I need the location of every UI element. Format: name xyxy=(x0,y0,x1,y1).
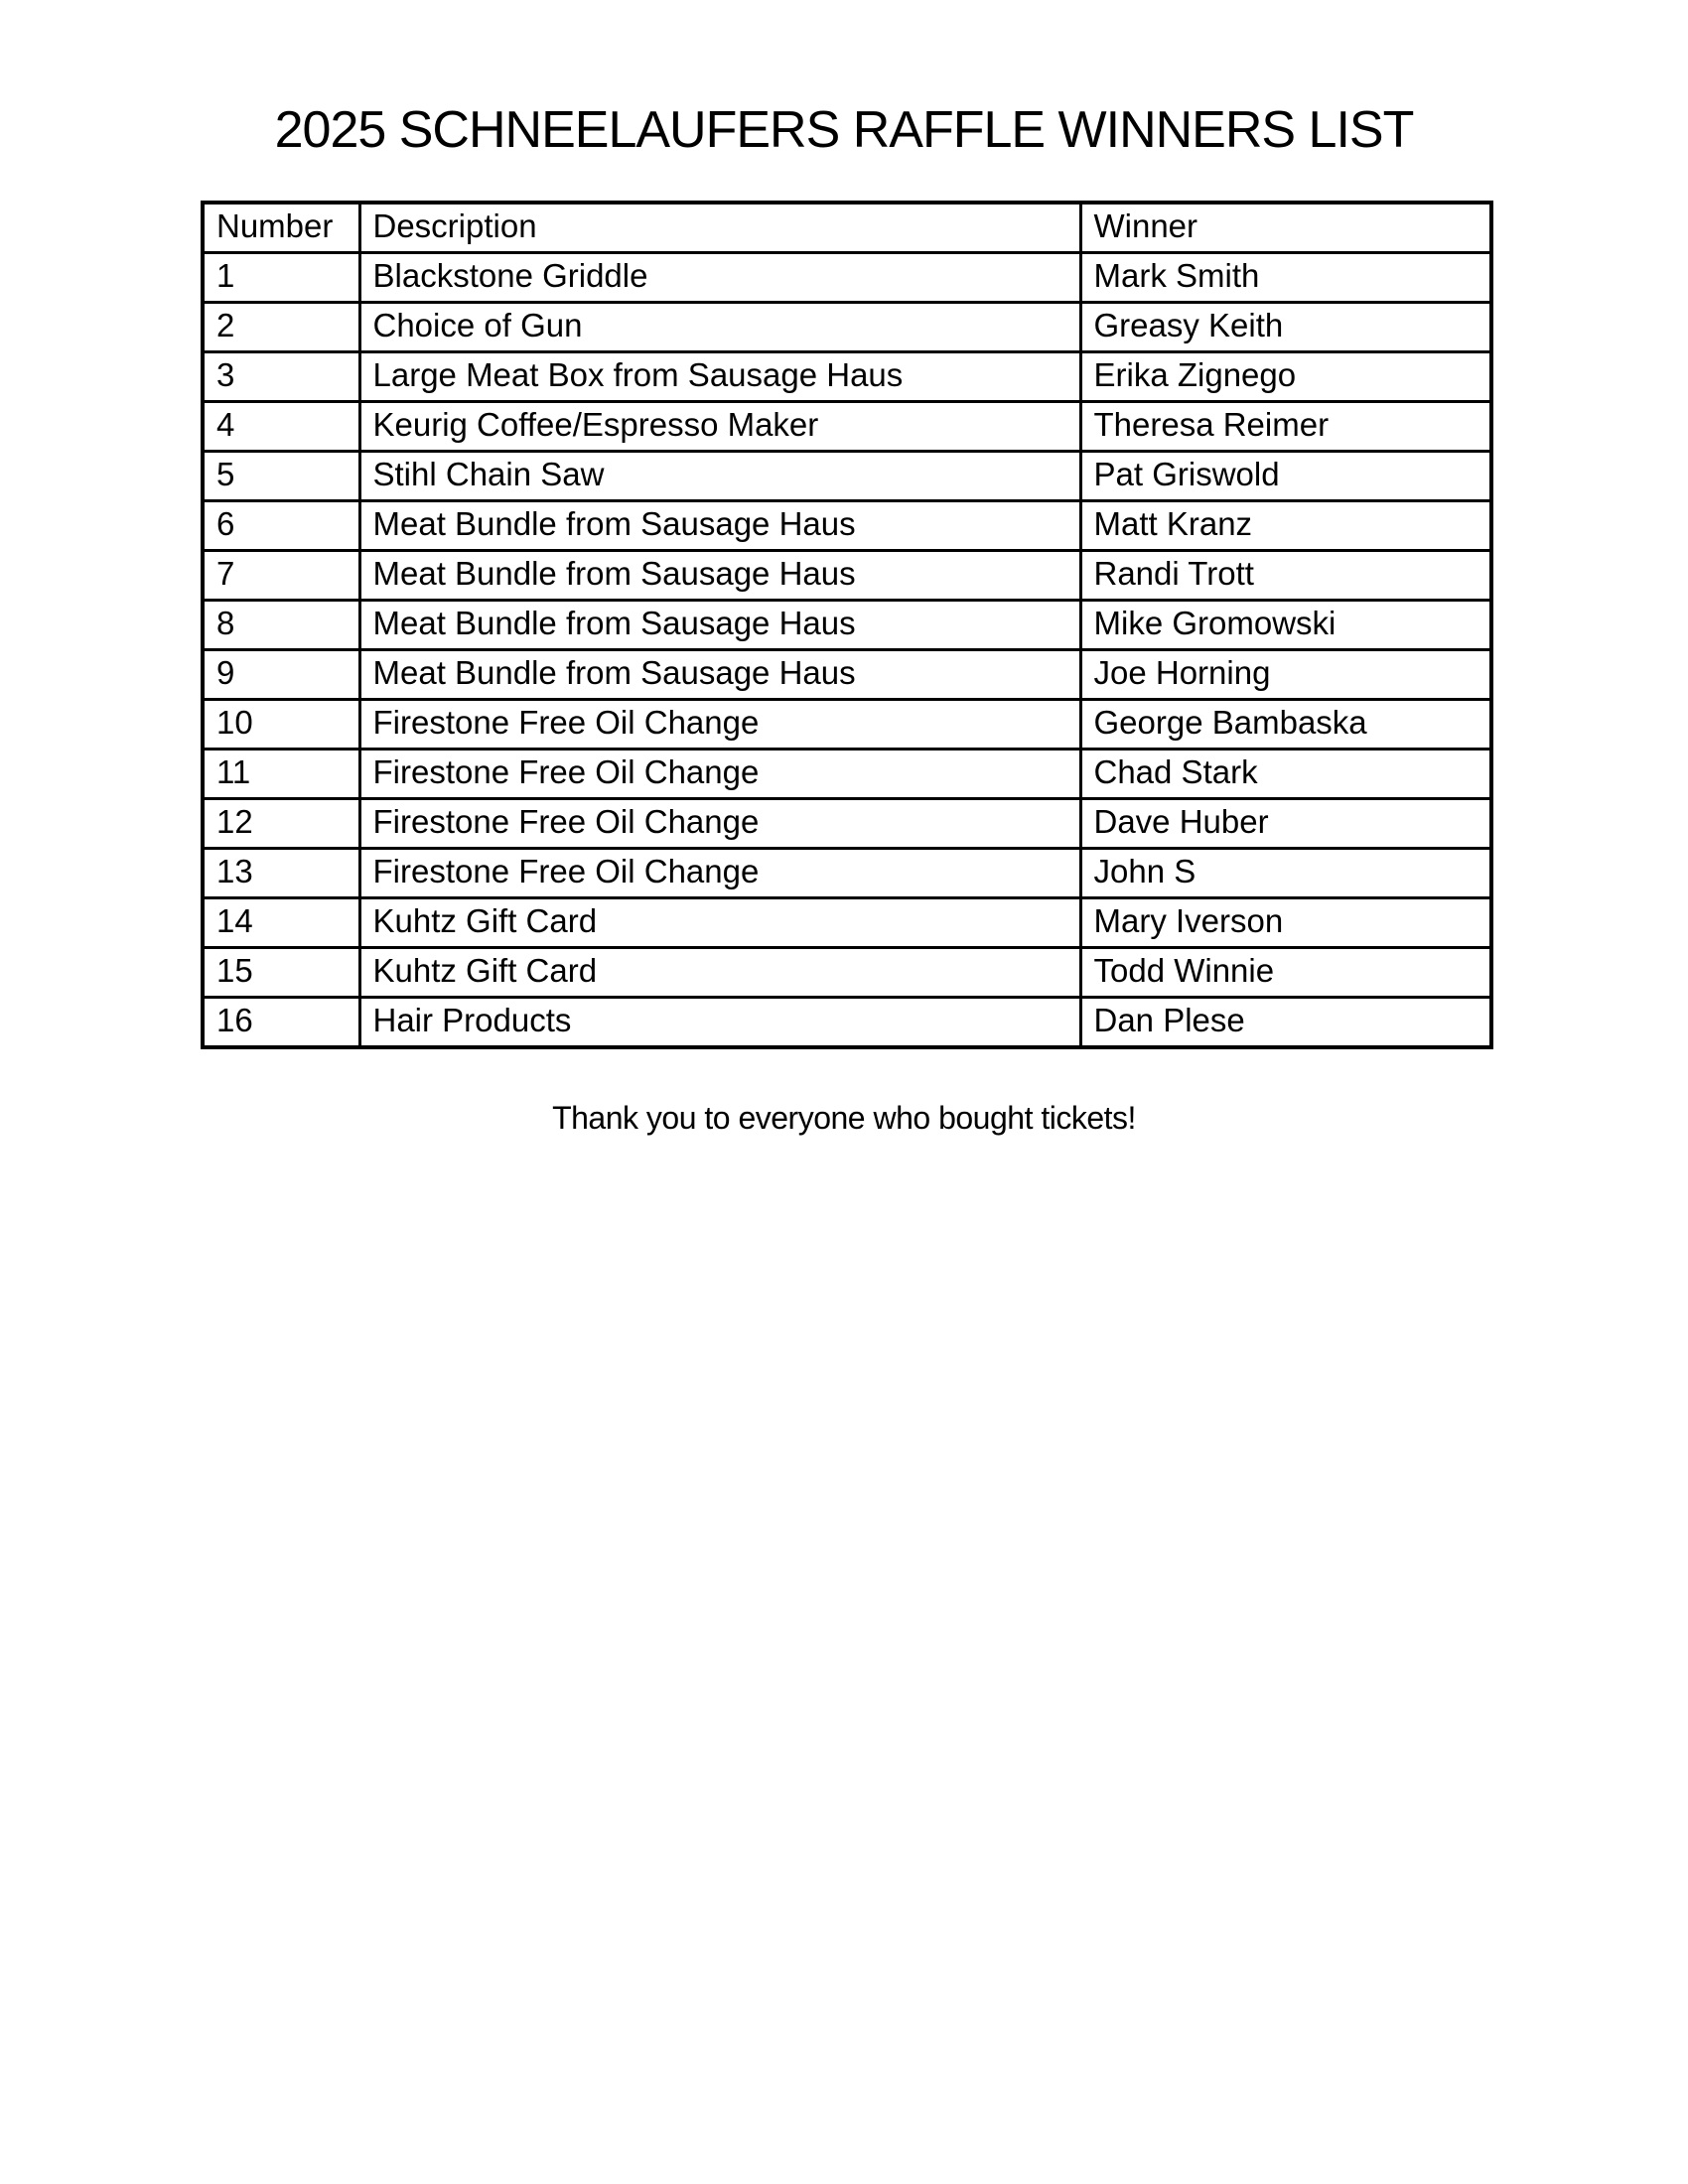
cell-winner: Erika Zignego xyxy=(1080,352,1491,402)
footer-note: Thank you to everyone who bought tickets! xyxy=(552,1100,1136,1136)
cell-number: 3 xyxy=(203,352,359,402)
cell-winner: Randi Trott xyxy=(1080,551,1491,601)
cell-number: 14 xyxy=(203,898,359,948)
table-header-row xyxy=(203,203,1491,253)
table-row xyxy=(203,253,1491,303)
cell-number: 15 xyxy=(203,948,359,998)
table-row xyxy=(203,402,1491,452)
cell-description: Large Meat Box from Sausage Haus xyxy=(359,352,1080,402)
column-header-description: Description xyxy=(359,203,1080,253)
cell-number: 4 xyxy=(203,402,359,452)
cell-description: Firestone Free Oil Change xyxy=(359,799,1080,849)
cell-number: 12 xyxy=(203,799,359,849)
table-row xyxy=(203,352,1491,402)
cell-winner: Todd Winnie xyxy=(1080,948,1491,998)
cell-number: 13 xyxy=(203,849,359,898)
table-row xyxy=(203,601,1491,650)
column-header-winner: Winner xyxy=(1080,203,1491,253)
cell-description: Kuhtz Gift Card xyxy=(359,898,1080,948)
cell-description: Meat Bundle from Sausage Haus xyxy=(359,650,1080,700)
cell-number: 5 xyxy=(203,452,359,501)
winners-table xyxy=(201,201,1493,1049)
cell-number: 10 xyxy=(203,700,359,750)
cell-number: 8 xyxy=(203,601,359,650)
cell-number: 16 xyxy=(203,998,359,1048)
cell-description: Hair Products xyxy=(359,998,1080,1048)
cell-description: Firestone Free Oil Change xyxy=(359,849,1080,898)
cell-winner: Dave Huber xyxy=(1080,799,1491,849)
table-row xyxy=(203,551,1491,601)
cell-winner: Theresa Reimer xyxy=(1080,402,1491,452)
cell-description: Kuhtz Gift Card xyxy=(359,948,1080,998)
cell-description: Meat Bundle from Sausage Haus xyxy=(359,601,1080,650)
table-row xyxy=(203,998,1491,1048)
cell-description: Stihl Chain Saw xyxy=(359,452,1080,501)
cell-description: Firestone Free Oil Change xyxy=(359,700,1080,750)
cell-description: Meat Bundle from Sausage Haus xyxy=(359,551,1080,601)
column-header-number: Number xyxy=(203,203,359,253)
table-row xyxy=(203,700,1491,750)
page-title: 2025 SCHNEELAUFERS RAFFLE WINNERS LIST xyxy=(274,101,1414,159)
cell-winner: Dan Plese xyxy=(1080,998,1491,1048)
table-row xyxy=(203,948,1491,998)
table-row xyxy=(203,452,1491,501)
table-row xyxy=(203,898,1491,948)
cell-winner: Mike Gromowski xyxy=(1080,601,1491,650)
cell-winner: Mary Iverson xyxy=(1080,898,1491,948)
table-row xyxy=(203,799,1491,849)
cell-winner: Mark Smith xyxy=(1080,253,1491,303)
cell-description: Meat Bundle from Sausage Haus xyxy=(359,501,1080,551)
cell-number: 7 xyxy=(203,551,359,601)
table-row xyxy=(203,650,1491,700)
cell-winner: Pat Griswold xyxy=(1080,452,1491,501)
cell-description: Blackstone Griddle xyxy=(359,253,1080,303)
cell-number: 2 xyxy=(203,303,359,352)
cell-winner: Chad Stark xyxy=(1080,750,1491,799)
cell-winner: Greasy Keith xyxy=(1080,303,1491,352)
table-row xyxy=(203,750,1491,799)
cell-number: 6 xyxy=(203,501,359,551)
table-row xyxy=(203,501,1491,551)
cell-description: Keurig Coffee/Espresso Maker xyxy=(359,402,1080,452)
table-row xyxy=(203,303,1491,352)
cell-number: 1 xyxy=(203,253,359,303)
cell-winner: Joe Horning xyxy=(1080,650,1491,700)
cell-winner: George Bambaska xyxy=(1080,700,1491,750)
cell-description: Choice of Gun xyxy=(359,303,1080,352)
cell-number: 9 xyxy=(203,650,359,700)
table-row xyxy=(203,849,1491,898)
cell-winner: John S xyxy=(1080,849,1491,898)
cell-winner: Matt Kranz xyxy=(1080,501,1491,551)
cell-description: Firestone Free Oil Change xyxy=(359,750,1080,799)
cell-number: 11 xyxy=(203,750,359,799)
